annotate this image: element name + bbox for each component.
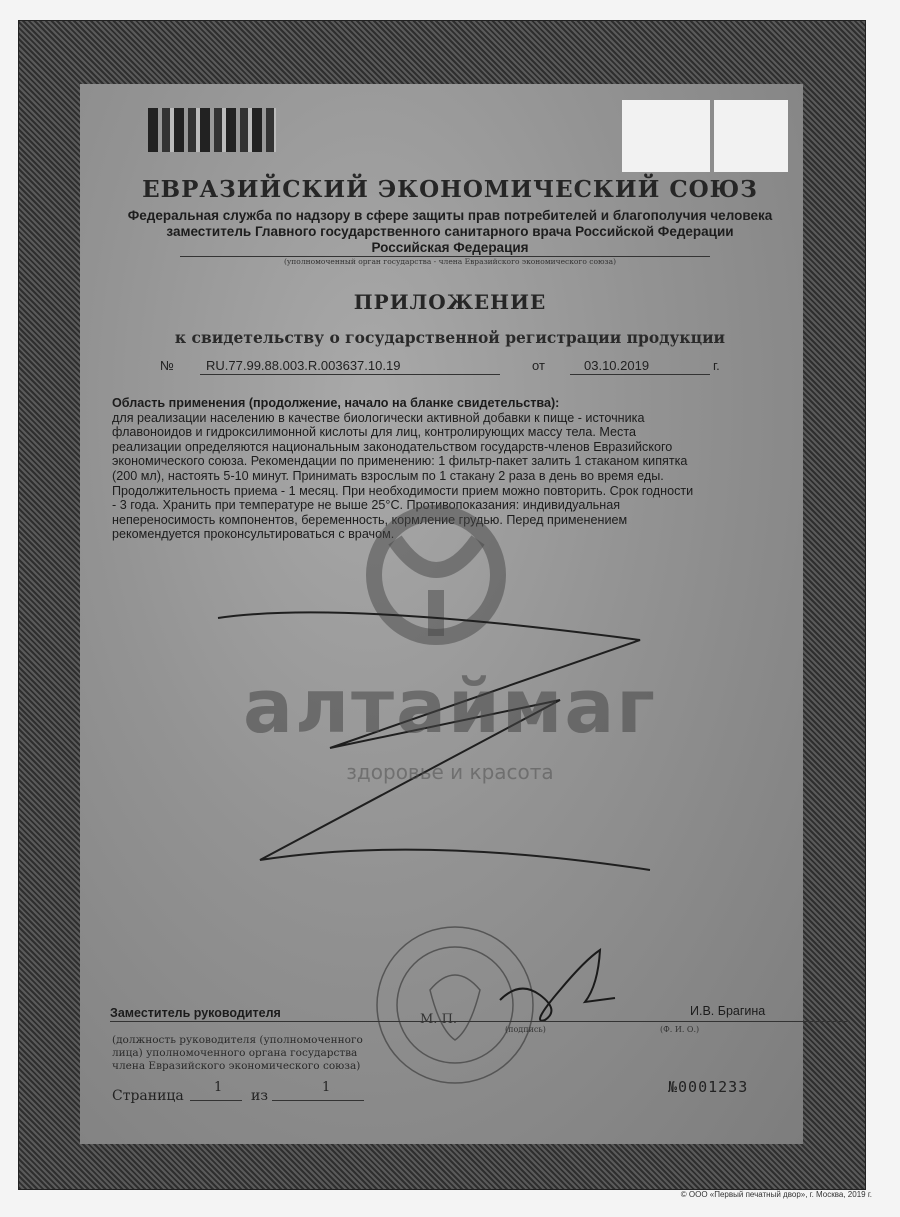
scope-heading: Область применения (продолжение, начало на бланке свидетельства): [112, 396, 560, 410]
registration-number: RU.77.99.88.003.R.003637.10.19 [206, 358, 401, 373]
signer-position: Заместитель руководителя [110, 1006, 281, 1020]
position-caption [112, 1034, 412, 1073]
blank-box-right [714, 100, 788, 172]
service-line-2: заместитель Главного государственного санитарного врача Российской Федерации [166, 224, 734, 239]
page-label: Страница [112, 1088, 184, 1104]
signer-name: И.В. Брагина [690, 1004, 766, 1018]
barcode-pattern [148, 108, 276, 152]
fio-caption: (Ф. И. О.) [660, 1025, 700, 1034]
number-label: № [160, 358, 174, 373]
signer-rule [110, 1021, 850, 1022]
scope-line: для реализации населению в качестве биологически активной добавки к пище - источника [112, 410, 645, 425]
watermark-brand: алтаймаг [243, 664, 657, 750]
scope-line: реализации определяются национальным законодательством государств-членов Евразийского [112, 439, 673, 454]
form-number: №0001233 [668, 1078, 749, 1096]
blank-box-left [622, 100, 710, 172]
scope-line: - 3 года. Хранить при температуре не выше 25°С. Противопоказания: индивидуальная [112, 498, 621, 513]
of-label: из [251, 1088, 268, 1104]
position-caption-line: (должность руководителя (уполномоченного [112, 1034, 363, 1046]
position-caption-line: лица) уполномоченного органа государства [112, 1047, 358, 1059]
service-line-3: Российская Федерация [371, 240, 529, 255]
page-current-rule [190, 1100, 242, 1101]
page-total-rule [272, 1100, 364, 1101]
authority-caption: (уполномоченный орган государства - члена Евразийского экономического союза) [283, 257, 617, 266]
watermark-tagline: здоровье и красота [346, 760, 554, 784]
scope-line: экономического союза. Рекомендации по применению: 1 фильтр-пакет залить 1 стаканом кипятка [112, 454, 688, 469]
position-caption-line: члена Евразийского экономического союза) [112, 1060, 361, 1072]
signature-caption: (подпись) [505, 1025, 546, 1034]
registration-number-rule [200, 374, 500, 375]
registration-line [160, 358, 730, 378]
scope-line: Продолжительность приема - 1 месяц. При необходимости прием можно повторить. Срок годности [112, 483, 694, 498]
scope-line: флавоноидов и гидроксилимонной кислоты для лиц, контролирующих массу тела. Места [112, 425, 636, 440]
scope-line: рекомендуется проконсультироваться с врачом. [112, 527, 395, 542]
annex-subtitle: к свидетельству о государственной регистрации продукции [174, 328, 726, 347]
union-title: ЕВРАЗИЙСКИЙ ЭКОНОМИЧЕСКИЙ СОЮЗ [142, 176, 758, 203]
page-current: 1 [214, 1080, 223, 1095]
scope-block [112, 396, 804, 542]
scope-line: (200 мл), настоять 5-10 минут. Принимать взрослым по 1 стакану 2 раза в день во время еды. [112, 468, 664, 483]
service-line-1: Федеральная служба по надзору в сфере защиты прав потребителей и благополучия человека [127, 208, 773, 223]
registration-date: 03.10.2019 [584, 358, 650, 373]
seal-place-label: М. П. [420, 1012, 458, 1027]
annex-title: ПРИЛОЖЕНИЕ [353, 290, 547, 314]
from-label: от [532, 358, 545, 373]
scope-line: непереносимость компонентов, беременность, кормление грудью. Перед применением [112, 512, 628, 527]
registration-date-rule [570, 374, 710, 375]
page-total: 1 [322, 1080, 331, 1095]
printer-note: © ООО «Первый печатный двор», г. Москва, 2019 г. [680, 1190, 872, 1199]
service-block [90, 208, 810, 256]
year-suffix: г. [713, 358, 720, 373]
